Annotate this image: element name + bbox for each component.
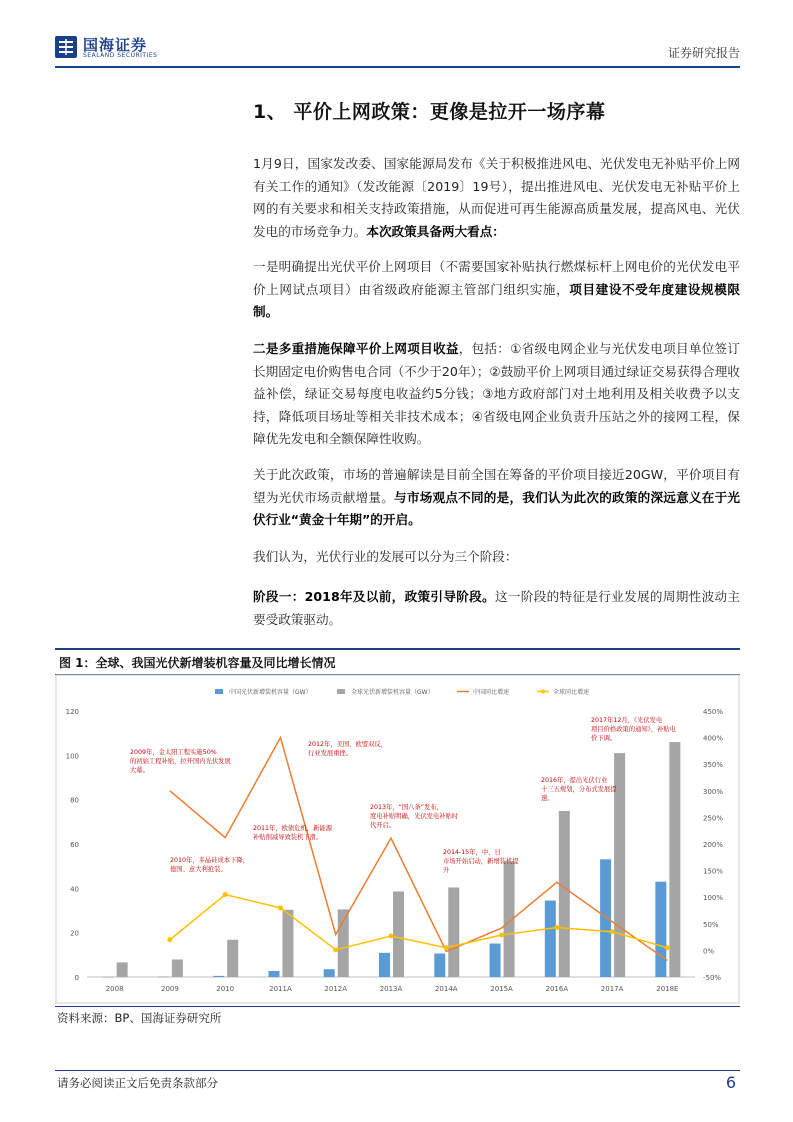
chart-annotation — [170, 855, 249, 873]
chart-container — [55, 674, 740, 1004]
left-axis-tick-label: 40 — [70, 885, 79, 894]
point-global-growth — [665, 945, 670, 950]
left-axis-tick-label: 0 — [74, 974, 79, 982]
right-axis-tick-label: 100% — [703, 894, 724, 903]
left-axis-tick-label: 100 — [65, 752, 79, 761]
paragraph-point-one — [253, 256, 740, 324]
chart-annotation — [541, 775, 617, 802]
right-axis-tick-label: 300% — [703, 787, 724, 796]
company-name-cn: 国海证券 — [83, 36, 148, 54]
line-global-growth — [170, 895, 667, 950]
right-axis-tick-label: -50% — [703, 974, 722, 982]
chart-annotation-line: 市场开始启动，新增装机提 — [443, 858, 519, 865]
legend-label: 中国光伏新增装机容量（GW） — [229, 689, 312, 696]
bar-global — [559, 811, 570, 977]
page-header — [55, 30, 740, 64]
x-axis-tick-label: 2013A — [379, 985, 403, 993]
x-axis-tick-label: 2017A — [600, 985, 624, 993]
chart-annotation-line: 的初始工程补贴，拉开国内光伏发展 — [130, 758, 231, 765]
chart-annotation-line: 2016年，提出光伏行业 — [541, 777, 608, 784]
paragraph-text-part: 本次政策具备两大看点： — [366, 223, 505, 239]
bar-global — [172, 959, 183, 977]
chart-annotation-line: 德国、意大利抢装。 — [170, 866, 227, 873]
chart-annotation — [253, 823, 333, 841]
right-axis-tick-label: 450% — [703, 708, 724, 716]
point-global-growth — [554, 925, 559, 930]
chart-annotation-line: 2013年，“国八条”发布， — [370, 804, 443, 811]
paragraph-text-part: 二是多重措施保障平价上网项目收益 — [253, 341, 459, 356]
company-name-en: SEALAND SECURITIES — [83, 52, 158, 59]
point-global-growth — [223, 892, 228, 897]
point-global-growth — [444, 945, 449, 950]
bar-china — [490, 944, 501, 977]
bar-china — [158, 977, 169, 978]
paragraph-three-stages — [253, 546, 740, 569]
chart-annotation-line: 大幕。 — [130, 767, 149, 774]
chart-annotation-line: 2014-15年，中、日 — [443, 849, 501, 856]
paragraph-text-part: 1月9日，国家发改委、国家能源局发布《关于积极推进风电、光伏发电无补贴平价上网有关工作的通知》（发改能源〔2019〕19号），提出推进风电、光伏发电无补贴平价上网的有关要求和相关支持政策措施，从而促进可再生能源高质量发展，提高风电、光伏发电的市场竞争力。 — [253, 156, 740, 239]
chart-annotation-line: 项目价格政策的通知》，补贴电 — [591, 726, 677, 733]
left-axis-tick-label: 20 — [70, 929, 79, 938]
x-axis-tick-label: 2008 — [105, 985, 124, 993]
source-divider — [55, 1006, 740, 1007]
x-axis-tick-label: 2011A — [269, 985, 292, 993]
chart-annotation-line: 行业发展重挫。 — [308, 750, 353, 757]
chart-annotation-line: 价下调。 — [591, 735, 617, 742]
section-title: 1、 平价上网政策：更像是拉开一场序幕 — [253, 101, 606, 123]
chart-annotation — [130, 747, 231, 774]
chart-annotation-line: 2017年12月，《光伏发电 — [591, 717, 663, 724]
legend-swatch — [215, 689, 223, 694]
disclaimer-note: 请务必阅读正文后免责条款部分 — [57, 1076, 218, 1090]
legend-swatch — [337, 689, 345, 694]
figure-title-bar — [55, 648, 740, 675]
bar-china — [213, 976, 224, 977]
bar-global — [393, 891, 404, 977]
legend-marker — [541, 690, 545, 694]
bar-global — [338, 909, 349, 977]
bar-china — [600, 859, 611, 977]
legend-label: 全球同比增速 — [553, 689, 590, 696]
line-china-growth — [170, 738, 667, 961]
paragraph-point-two — [253, 338, 740, 451]
x-axis-tick-label: 2016A — [545, 985, 569, 993]
pv-capacity-chart — [55, 674, 740, 1004]
bar-global — [227, 940, 238, 977]
point-global-growth — [610, 929, 615, 934]
paragraph-text-part: 与市场观点不同的是，我们认为此次的政策的深远意义在于光伏行业“黄金十年期”的开启。 — [253, 489, 741, 527]
bar-china — [379, 953, 390, 977]
paragraph-stage-one — [253, 586, 740, 631]
figure-title: 图 1：全球、我国光伏新增装机容量及同比增长情况 — [59, 656, 336, 670]
chart-annotation — [308, 739, 387, 757]
bar-global — [282, 910, 293, 977]
right-axis-tick-label: 350% — [703, 761, 724, 770]
chart-annotation — [591, 715, 677, 742]
point-global-growth — [333, 947, 338, 952]
chart-annotation-line: 代开启。 — [370, 822, 396, 829]
paragraph-text-part: 我们认为，光伏行业的发展可以分为三个阶段： — [253, 549, 518, 564]
paragraph-policy-intro — [253, 153, 740, 243]
paragraph-text-part: 阶段一：2018年及以前，政策引导阶段。 — [253, 589, 495, 604]
x-axis-tick-label: 2015A — [490, 985, 513, 993]
bar-global — [448, 887, 459, 977]
chart-annotation-line: 十三五规划，分布式发展提 — [541, 786, 617, 793]
legend-label: 全球光伏新增装机容量（GW） — [351, 689, 434, 696]
paragraph-text-part: ，包括：①省级电网企业与光伏发电项目单位签订长期固定电价购售电合同（不少于20年）；②鼓励平价上网项目通过绿证交易获得合理收益补偿，绿证交易每度电收益约5分钱；③地方政府部门对土地利用及相关收费予以支持，降低项目场址等相关非技术成本；④省级电网企业负责升压站之外的接网工程，保障优先发电和全额保障性收购。 — [253, 341, 741, 446]
left-axis-tick-label: 120 — [65, 708, 79, 716]
chart-annotation — [370, 802, 459, 829]
x-axis-tick-label: 2018E — [656, 985, 679, 993]
header-divider — [55, 66, 740, 68]
paragraph-market-view — [253, 464, 740, 532]
bar-china — [324, 969, 335, 977]
bar-china — [103, 977, 114, 978]
chart-annotation-line: 2012年，美国、欧盟双反， — [308, 741, 387, 748]
point-global-growth — [389, 934, 394, 939]
paragraph-text-part: 项目建设不受年度建设规模限制。 — [253, 281, 741, 319]
x-axis-tick-label: 2009 — [160, 985, 179, 993]
bar-global — [669, 742, 680, 977]
chart-annotation-line: 速。 — [541, 795, 554, 802]
bar-china — [545, 901, 556, 977]
left-axis-tick-label: 80 — [70, 796, 79, 805]
chart-annotation-line: 升 — [443, 867, 450, 874]
report-type-label: 证券研究报告 — [667, 46, 740, 60]
chart-annotation-line: 补贴削减导致装机下滑。 — [253, 834, 323, 841]
paragraph-text-part: 关于此次政策，市场的普遍解读是目前全国在筹备的平价项目接近20GW，平价项目有望为光伏市场贡献增量。 — [253, 467, 740, 505]
bar-global — [117, 962, 128, 977]
page-number: 6 — [725, 1073, 736, 1092]
right-axis-tick-label: 200% — [703, 841, 724, 849]
data-source: 资料来源：BP、国海证券研究所 — [57, 1011, 222, 1025]
sealand-logo-icon — [55, 36, 77, 58]
x-axis-tick-label: 2010 — [216, 985, 235, 993]
right-axis-tick-label: 0% — [703, 947, 715, 956]
point-global-growth — [499, 932, 504, 937]
bar-china — [655, 882, 666, 977]
point-global-growth — [167, 937, 172, 942]
x-axis-tick-label: 2014A — [434, 985, 458, 993]
left-axis-tick-label: 60 — [70, 841, 79, 849]
right-axis-tick-label: 150% — [703, 867, 724, 876]
chart-annotation-line: 度电补贴明确，光伏发电补贴时 — [370, 813, 459, 820]
footer-divider — [55, 1070, 740, 1071]
paragraph-text-part: 这一阶段的特征是行业发展的周期性波动主要受政策驱动。 — [253, 589, 741, 627]
x-axis-tick-label: 2012A — [324, 985, 348, 993]
legend-label: 中国同比增速 — [473, 689, 510, 696]
point-global-growth — [278, 905, 283, 910]
paragraph-text-part: 一是明确提出光伏平价上网项目（不需要国家补贴执行燃煤标杆上网电价的光伏发电平价上网试点项目）由省级政府能源主管部门组织实施， — [253, 259, 740, 297]
bar-china — [434, 954, 445, 977]
right-axis-tick-label: 250% — [703, 814, 724, 823]
chart-annotation-line: 2011年，欧债危机，新能源 — [253, 825, 332, 832]
right-axis-tick-label: 400% — [703, 734, 724, 743]
bar-china — [268, 971, 279, 977]
right-axis-tick-label: 50% — [703, 920, 719, 929]
chart-annotation-line: 2010年，多晶硅成本下降， — [170, 857, 249, 864]
chart-annotation-line: 2009年，金太阳工程实施50% — [130, 749, 217, 756]
